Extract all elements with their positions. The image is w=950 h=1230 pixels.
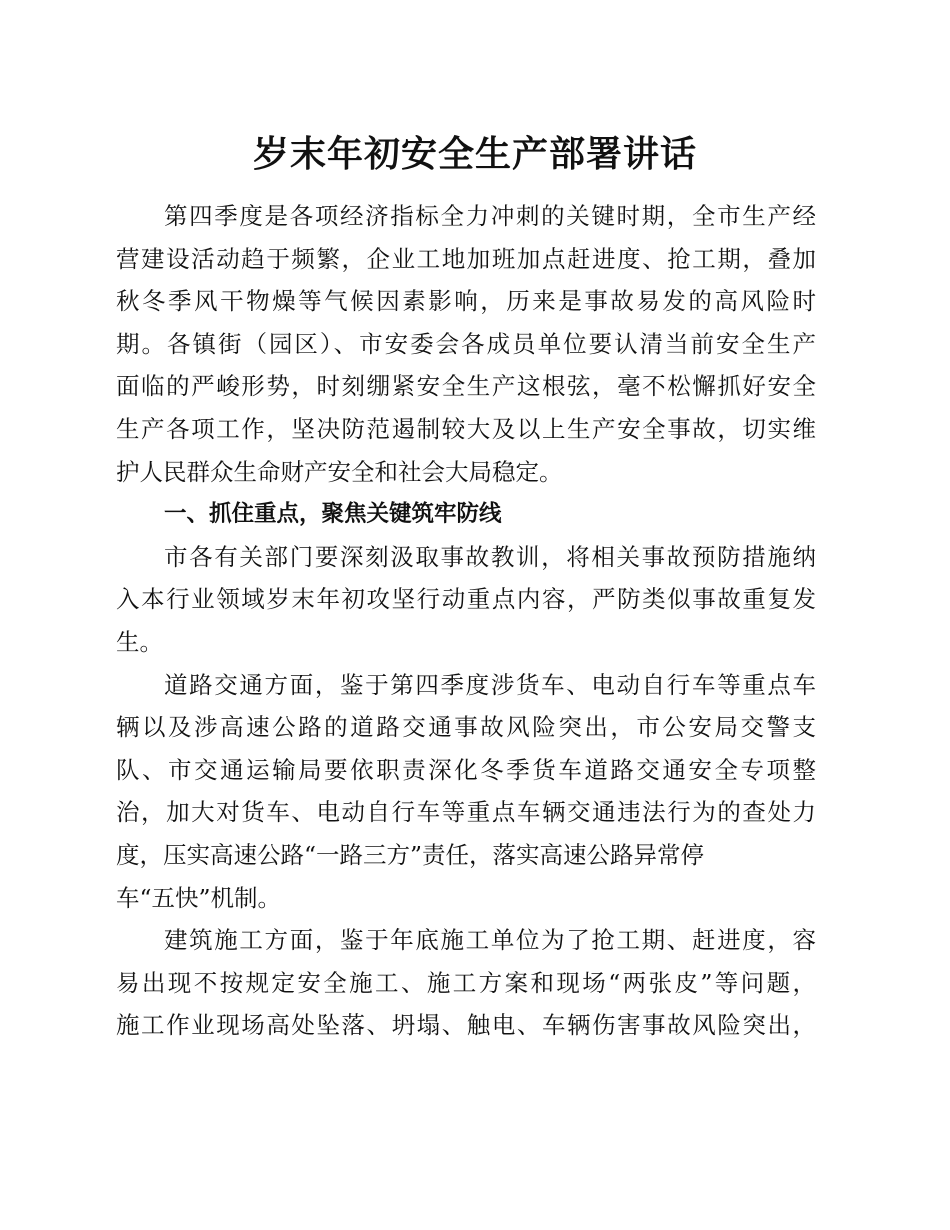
paragraph-line: 面临的严峻形势，时刻绷紧安全生产这根弦，毫不松懈抓好安全 — [116, 372, 816, 401]
paragraph-line: 生。 — [116, 627, 163, 656]
paragraph-line: 易出现不按规定安全施工、施工方案和现场“两张皮”等问题， — [116, 968, 816, 997]
paragraph-line: 期。各镇街（园区）、市安委会各成员单位要认清当前安全生产 — [116, 329, 816, 358]
paragraph-line: 市各有关部门要深刻汲取事故教训，将相关事故预防措施纳 — [164, 542, 816, 571]
paragraph-line: 秋冬季风干物燥等气候因素影响，历来是事故易发的高风险时 — [116, 287, 816, 316]
paragraph-line: 营建设活动趋于频繁，企业工地加班加点赶进度、抢工期，叠加 — [116, 244, 816, 273]
paragraph-line: 辆以及涉高速公路的道路交通事故风险突出，市公安局交警支 — [116, 713, 816, 742]
paragraph-line: 第四季度是各项经济指标全力冲刺的关键时期，全市生产经 — [164, 202, 816, 230]
paragraph-line: 队、市交通运输局要依职责深化冬季货车道路交通安全专项整 — [116, 755, 816, 784]
paragraph-line: 建筑施工方面，鉴于年底施工单位为了抢工期、赶进度，容 — [164, 926, 816, 955]
paragraph-line: 生产各项工作，坚决防范遏制较大及以上生产安全事故，切实维 — [116, 414, 816, 443]
paragraph-line: 度，压实高速公路“一路三方”责任，落实高速公路异常停 — [116, 840, 705, 869]
document-body — [116, 195, 816, 1047]
paragraph-line: 道路交通方面，鉴于第四季度涉货车、电动自行车等重点车 — [164, 670, 816, 699]
paragraph-line: 施工作业现场高处坠落、坍塌、触电、车辆伤害事故风险突出， — [116, 1011, 816, 1040]
document-title: 岁末年初安全生产部署讲话 — [252, 133, 697, 175]
paragraph-line: 治，加大对货车、电动自行车等重点车辆交通违法行为的查处力 — [116, 798, 816, 827]
paragraph-line: 入本行业领域岁末年初攻坚行动重点内容，严防类似事故重复发 — [116, 585, 816, 614]
paragraph-line: 车“五快”机制。 — [116, 883, 282, 912]
section-heading: 一、抓住重点，聚焦关键筑牢防线 — [164, 501, 502, 528]
paragraph-line: 护人民群众生命财产安全和社会大局稳定。 — [116, 457, 563, 486]
